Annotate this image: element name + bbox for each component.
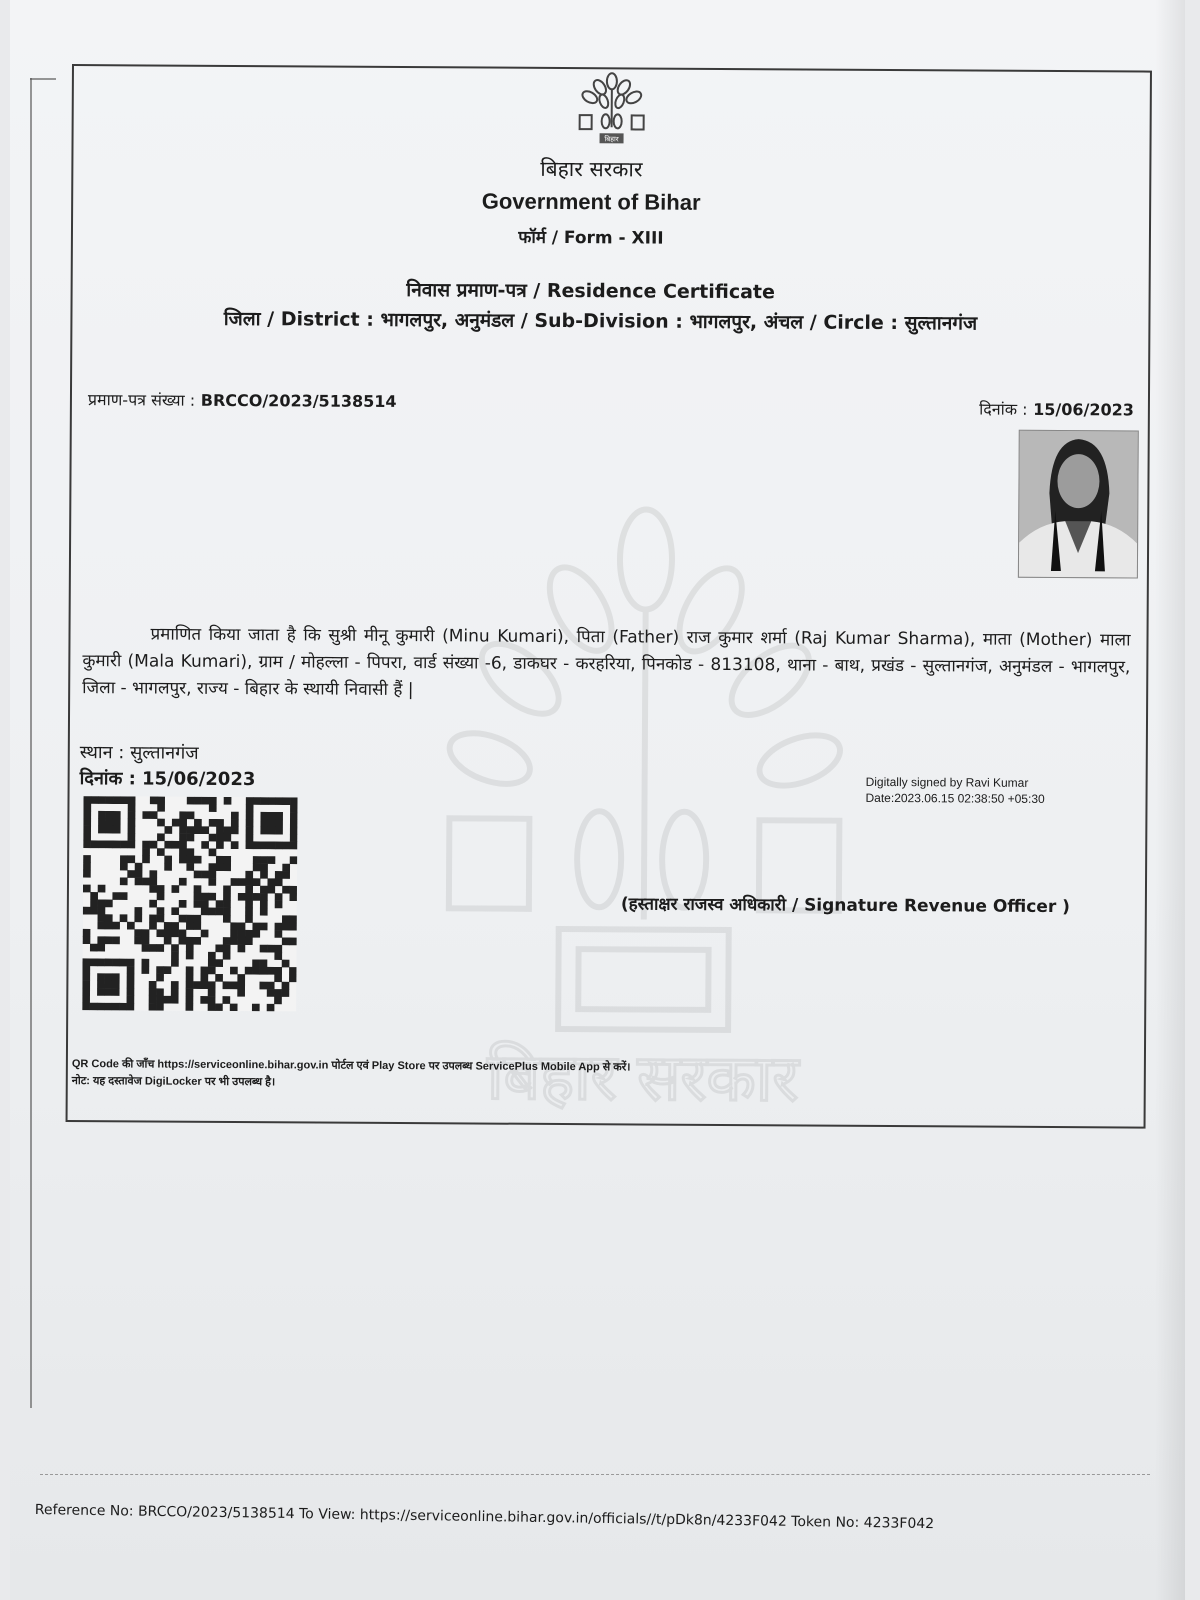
place-label: स्थान : सुल्तानगंज [79,742,199,764]
certificate-title: निवास प्रमाण-पत्र / Residence Certificate [406,279,775,304]
govt-english: Government of Bihar [481,188,701,215]
qr-verification-note: QR Code की जाँच https://serviceonline.bihar.gov.in पोर्टल एवं Play Store पर उपलब्ध ServicePlus Mobile App से करें। [71,1058,631,1074]
place-date: दिनांक : 15/06/2023 [79,768,256,791]
reference-line: Reference No: BRCCO/2023/5138514 To View: https://serviceonline.bihar.gov.in/officials//t/pDk8n/4233F042 Token No: 4233F042 [34,1502,935,1533]
form-number: फॉर्म / Form - XIII [518,227,664,249]
footer-divider [40,1474,1150,1475]
watermark-emblem [428,488,862,1131]
certificate-number-label: प्रमाण-पत्र संख्या : [87,390,196,410]
emblem-text: बिहार [604,135,619,144]
signature-caption: (हस्ताक्षर राजस्व अधिकारी / Signature Revenue Officer ) [620,894,1071,918]
bihar-emblem-icon [569,71,654,156]
digilocker-note: नोट: यह दस्तावेज DigiLocker पर भी उपलब्ध है। [71,1075,276,1089]
certificate-number-value: BRCCO/2023/5138514 [200,390,397,411]
certificate-frame [66,64,1152,1129]
digital-signature-line1: Digitally signed by Ravi Kumar [865,774,1029,790]
paper-edge [30,78,32,1408]
certificate-body: प्रमाणित किया जाता है कि सुश्री मीनू कुमारी (Minu Kumari), पिता (Father) राज कुमार शर्मा (Raj Kumar Sharma), माता (Mother) माला कुमारी (Mala Kumari), ग्राम / मोहल्ला - पिपरा, वार्ड संख्या -6, डाकघर - करहरिया, पिनकोड - 813108, थाना - बाथ, प्रखंड - सुल्तानगंज, अनुमंडल - भागलपुर, जिला - भागलपुर, राज्य - बिहार के स्थायी निवासी हैं | [82,624,1131,701]
certificate-date-label: दिनांक : [979,399,1028,419]
applicant-photo [1018,430,1139,579]
certificate-number [88,388,397,412]
watermark-text: बिहार सरकार [486,1040,799,1117]
certificate-date-value: 15/06/2023 [1033,399,1134,420]
district-line: जिला / District : भागलपुर, अनुमंडल / Sub-Division : भागलपुर, अंचल / Circle : सुल्तानगंज [223,307,978,335]
applicant-photo-image [1019,431,1138,578]
digital-signature-line2: Date:2023.06.15 02:38:50 +05:30 [865,790,1045,806]
govt-hindi: बिहार सरकार [540,156,643,182]
paper-edge-tick [30,78,56,80]
qr-code-icon[interactable] [82,796,297,1011]
page-shadow [1155,0,1185,1600]
certificate-date [979,398,1134,421]
paper-sheet [10,0,1185,1600]
